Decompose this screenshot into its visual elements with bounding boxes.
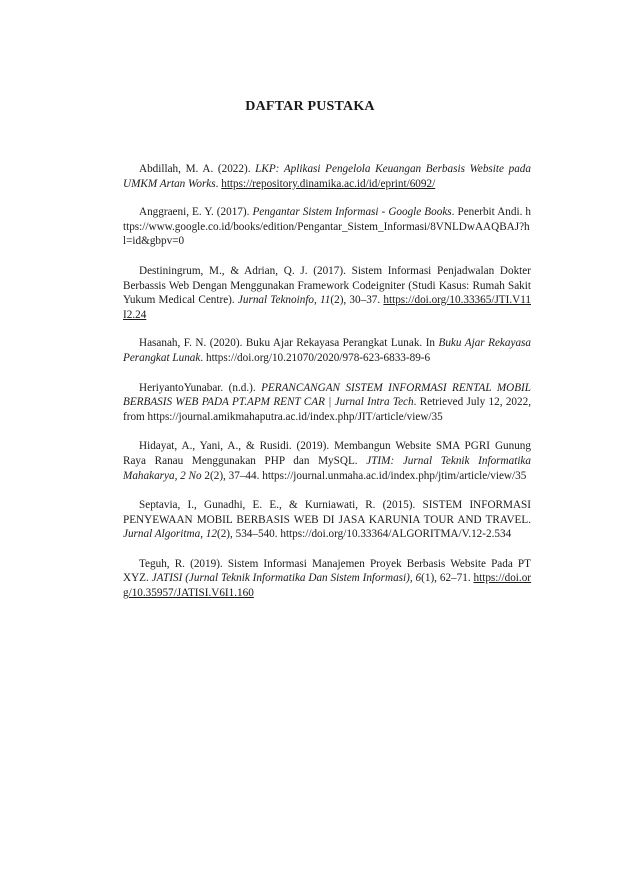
reference-authors: Teguh, R. (2019). Sistem Informasi Manajemen Proyek Berbasis Website Pada PT XYZ. [123,557,531,585]
reference-text: . Retrieved July 12, 2022, from [123,396,532,423]
reference-text: . Penerbit Andi. [451,206,526,219]
reference-entry [123,381,531,425]
reference-title: Buku Ajar Rekayasa Perangkat Lunak [123,337,531,364]
reference-link[interactable]: https://doi.org/10.33365/JTI.V11I2.24 [123,294,532,321]
reference-link[interactable]: https://journal.amikmahaputra.ac.id/index.php/JIT/article/view/35 [147,410,443,423]
reference-link[interactable]: https://doi.org/10.33364/ALGORITMA/V.12-2.534 [280,528,512,541]
reference-title: Pengantar Sistem Informasi - Google Books [252,206,452,219]
reference-journal: JTIM: Jurnal Teknik Informatika Mahakarya, 2 No [123,454,531,482]
reference-entry [123,162,531,191]
reference-volume: 11 [320,294,331,307]
reference-text: . [200,351,206,364]
reference-text: , [200,528,206,541]
reference-volume: 6 [415,572,422,585]
reference-entry [123,557,531,601]
reference-text: (2), 534–540. [216,528,281,541]
reference-text: (2), 30–37. [330,294,384,307]
reference-authors: Anggraeni, E. Y. (2017). [139,206,253,219]
reference-text: 2(2), 37–44. [201,469,263,482]
reference-authors: HeriyantoYunabar. (n.d.). [139,381,262,394]
reference-link[interactable]: https://www.google.co.id/books/edition/Pengantar_Sistem_Informasi/8VNLDwAAQBAJ?hl=id&gbpv=0 [123,206,531,248]
reference-journal: Jurnal Teknoinfo [237,294,315,307]
reference-entry [123,336,531,365]
reference-link[interactable]: https://repository.dinamika.ac.id/id/eprint/6092/ [221,177,436,190]
reference-text: , [314,294,321,307]
reference-link[interactable]: https://doi.org/10.21070/2020/978-623-6833-89-6 [205,351,431,364]
reference-authors: Hidayat, A., Yani, A., & Rusidi. (2019). Membangun Website SMA PGRI Gunung Raya Ranau Menggunakan PHP dan MySQL. [123,440,531,467]
reference-authors: Destiningrum, M., & Adrian, Q. J. (2017). Sistem Informasi Penjadwalan Dokter Berbassis Web Dengan Menggunakan Framework Codeigniter (Studi Kasus: Rumah Sakit Yukum Medical Centre). [123,264,531,307]
reference-entry [123,264,531,322]
reference-authors: Hasanah, F. N. (2020). Buku Ajar Rekayasa Perangkat Lunak. In [139,337,439,350]
reference-journal: Jurnal Algoritma [123,528,201,541]
reference-text: , [409,572,416,585]
reference-title: LKP: Aplikasi Pengelola Keuangan Berbasis Website pada UMKM Artan Works [123,163,531,190]
reference-entry [123,439,531,483]
reference-link[interactable]: https://doi.org/10.35957/JATISI.V6I1.160 [123,572,532,600]
reference-text: (1), 62–71. [421,572,474,585]
reference-link[interactable]: https://journal.unmaha.ac.id/index.php/jtim/article/view/35 [262,469,527,482]
reference-entry [123,498,531,542]
reference-title: PERANCANGAN SISTEM INFORMASI RENTAL MOBIL BERBASIS WEB PADA PT.APM RENT CAR | Jurnal Intra Tech [123,381,532,409]
reference-text: . [215,177,222,190]
reference-authors: Septavia, I., Gunadhi, E. E., & Kurniawati, R. (2015). SISTEM INFORMASI PENYEWAAN MOBIL BERBASIS WEB DI JASA KARUNIA TOUR AND TRAVEL. [123,499,531,526]
reference-authors: Abdillah, M. A. (2022). [139,163,256,175]
page-title: DAFTAR PUSTAKA [245,99,375,114]
reference-entry [123,205,531,249]
reference-journal: JATISI (Jurnal Teknik Informatika Dan Sistem Informasi) [151,572,410,585]
reference-volume: 12 [205,528,217,541]
reference-list [123,162,531,615]
